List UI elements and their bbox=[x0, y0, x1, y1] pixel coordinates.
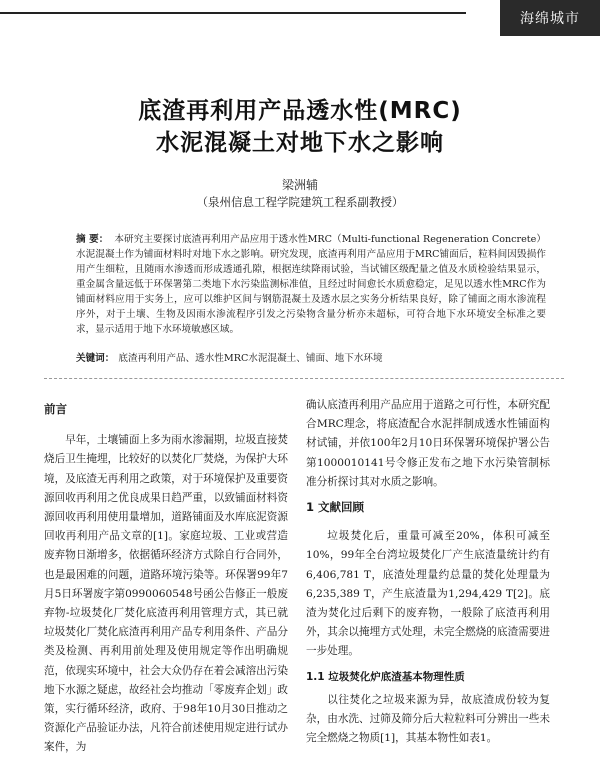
intro-heading: 前言 bbox=[44, 402, 67, 416]
section-divider bbox=[44, 378, 564, 379]
section1-heading: 1 文献回顾 bbox=[306, 500, 365, 515]
subsection-paragraph: 以往焚化之垃圾来源为异，故底渣成份较为复杂，由水洗、过筛及筛分后大粒粒料可分辨出一些未完全燃烧之物质[1]，其基本物性如表1。 bbox=[306, 693, 550, 745]
subsection-heading: 1.1 垃圾焚化炉底渣基本物理性质 bbox=[306, 670, 465, 683]
keywords-text: 底渣再利用产品、透水性MRC水泥混凝土、铺面、地下水环境 bbox=[118, 353, 383, 364]
journal-header bbox=[0, 0, 600, 36]
paper-title-line1: 底渣再利用产品透水性(MRC) bbox=[138, 98, 462, 124]
section1-paragraph: 垃圾焚化后，重量可减至20%，体积可减至10%，99年全台湾垃圾焚化厂产生底渣量统计约有6,406,781 T，底渣处理量约总量的焚化处理量为6,235,389 T，产生底渣量为1,294,429 T[2]。底渣为焚化过后剩下的废弃物，一般除了底渣再利用外，其余以掩埋方式处理，未完全燃烧的底渣需要进一步处理。 bbox=[306, 530, 550, 658]
keywords-label: 关键词： bbox=[76, 353, 115, 364]
abstract-label: 摘 要： bbox=[76, 234, 109, 245]
header-rule bbox=[0, 12, 466, 14]
intro-paragraph: 早年，土壤铺面上多为雨水渗漏期，垃圾直接焚烧后卫生掩埋，比较好的以焚化厂焚烧，为保护大环境，及底渣无再利用之政策，对于环境保护及重要资源回收再利用之优良成果日趋严重，以致铺面材料资源回收再利用使用量增加，道路铺面及水库底泥资源回收再利用产品文章的[1]。家庭垃圾、工业或营造废弃物日渐增多，依据循环经济方式除自行合同外，也是最困难的问题，道路环境污染等。环保署99年7月5日环署废字第0990060548号函公告修正一般废弃物-垃圾焚化厂焚化底渣再利用管理方式，其已就垃圾焚化厂焚化底渣再利用产品专利用条件、产品分类及检测、再利用前处理及使用规定等作出明确规范，依现实环境中，社会大众仍存在着会减溶出污染地下水源之疑虑，故经社会均推动「零废弃企划」政策，实行循环经济，政府、于98年10月30日推动之资源化产品验证办法，凡符合前述使用规定进行试办案件，为 bbox=[44, 434, 288, 754]
left-column bbox=[44, 396, 288, 758]
author-affiliation: （泉州信息工程学院建筑工程系副教授） bbox=[196, 195, 404, 209]
intro-continuation-paragraph: 确认底渣再利用产品应用于道路之可行性，本研究配合MRC理念，将底渣配合水泥拌制成透水性铺面构材试铺，并依100年2月10日环保署环境保护署公告第1000010141号令修正发布之地下水污染管制标准分析探讨其对水质之影响。 bbox=[306, 399, 550, 488]
paper-title-line2: 水泥混凝土对地下水之影响 bbox=[156, 130, 444, 156]
right-column bbox=[306, 396, 550, 748]
keywords bbox=[76, 350, 546, 364]
section-tag: 海绵城市 bbox=[500, 0, 600, 36]
abstract-text: 本研究主要探讨底渣再利用产品应用于透水性MRC（Multi-functional Regeneration Concrete）水泥混凝土作为铺面材料时对地下水之影响。研究发现，底渣再利用产品应用于MRC铺面后，粒料间因毁损作用产生细粒，且随雨水渗透而形成透通孔隙，根据连续降雨试验，当试铺区级配量之值及水质检验结果显示，重金属含量远低于环保署第二类地下水污染监测标准值，且经过时间愈长水质愈稳定，足见以透水性MRC作为铺面材料应用于实务上，应可以维护区间与钢筋混凝土及透水层之实务分析结果良好，除了铺面之雨水渗流程序外，对于土壤、生物及因雨水渗流程序引发之污染物含量分析亦未超标，可符合地下水环境安全标准之要求，显示适用于地下水环境敏感区域。 bbox=[76, 234, 546, 335]
author-name: 梁洲辅 bbox=[281, 178, 318, 192]
abstract bbox=[76, 232, 546, 337]
